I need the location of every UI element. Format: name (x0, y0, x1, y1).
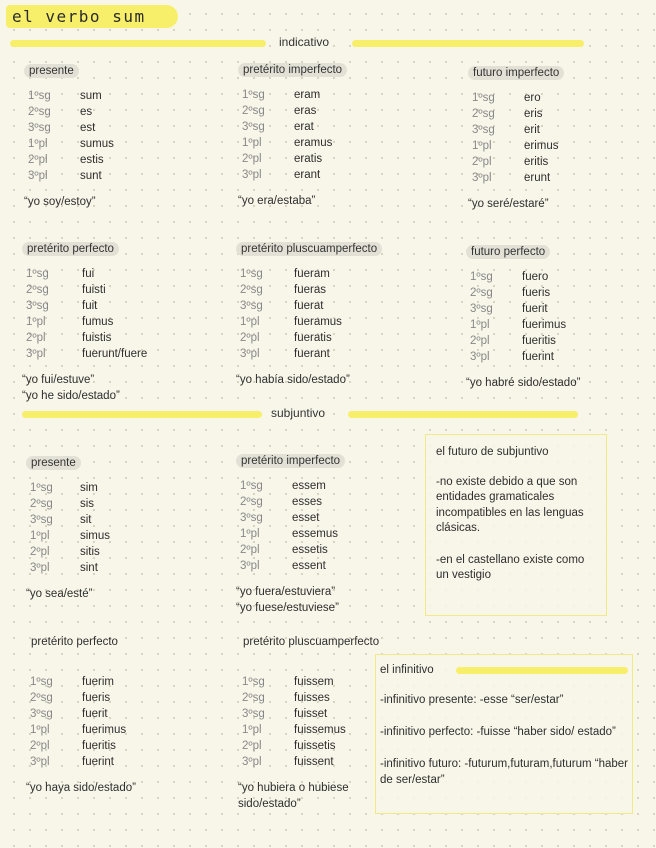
conjugation-row (242, 167, 422, 183)
verb-form: fuissetis (294, 740, 336, 752)
person-label: 2ºsg (242, 692, 265, 704)
ind-pret-pluscuamperfecto-block (236, 242, 436, 402)
translation: “yo sea/esté” (26, 588, 93, 600)
person-label: 1ºpl (30, 530, 50, 542)
conjugation-row (28, 168, 208, 184)
person-label: 1ºpl (240, 316, 260, 328)
translation: “yo habré sido/estado” (466, 377, 581, 389)
conjugation-row (240, 346, 420, 362)
verb-form: eram (294, 89, 321, 101)
verb-form: sit (80, 514, 92, 526)
conjugation-row (30, 706, 210, 722)
page-title: el verbo sum (6, 5, 178, 28)
conjugation-row (30, 674, 210, 690)
person-label: 3ºpl (30, 756, 50, 768)
verb-form: fuerint (522, 351, 554, 363)
translation: “yo era/estaba” (238, 195, 316, 207)
verb-form: erimus (524, 140, 559, 152)
verb-form: fuisses (294, 692, 330, 704)
translation: “yo fuese/estuviese” (236, 602, 339, 614)
person-label: 1ºpl (472, 140, 492, 152)
verb-form: fueram (294, 268, 330, 280)
conjugation-row (240, 542, 420, 558)
verb-form: fuit (82, 300, 98, 312)
subj-pret-imperfecto-block (236, 454, 436, 614)
conjugation-row (242, 135, 422, 151)
verb-form: fueramus (294, 316, 342, 328)
verb-form: fueratis (294, 332, 332, 344)
person-label: 3ºpl (240, 560, 260, 572)
ind-futuro-perfecto-block (466, 245, 656, 405)
conjugation-row (472, 154, 652, 170)
person-label: 1ºpl (242, 724, 262, 736)
tense-title: pretérito imperfecto (236, 454, 345, 468)
verb-form: fuerit (82, 708, 108, 720)
person-label: 2ºpl (242, 153, 262, 165)
verb-form: fueris (522, 287, 551, 299)
conjugation-row (472, 122, 652, 138)
person-label: 3ºsg (26, 300, 49, 312)
indicativo-divider-left (10, 40, 266, 47)
subj-presente-block (26, 456, 226, 616)
person-label: 2ºsg (242, 105, 265, 117)
verb-form: sint (80, 562, 98, 574)
verb-form: sim (80, 482, 98, 494)
verb-form: fuerant (294, 348, 330, 360)
subjuntivo-divider-left (22, 411, 262, 418)
verb-form: estis (80, 154, 104, 166)
verb-form: es (80, 106, 93, 118)
conjugation-row (472, 170, 652, 186)
conjugation-row (30, 528, 210, 544)
conjugation-row (240, 510, 420, 526)
person-label: 1ºsg (26, 268, 49, 280)
translation: “yo fui/estuve” (22, 374, 95, 386)
tense-title: futuro perfecto (466, 245, 550, 259)
verb-form: fuisset (294, 708, 328, 720)
verb-form: fueritis (82, 740, 116, 752)
verb-form: fuerim (82, 676, 114, 688)
verb-form: eras (294, 105, 317, 117)
conjugation-row (240, 282, 420, 298)
verb-form: erit (524, 124, 540, 136)
person-label: 3ºsg (470, 303, 493, 315)
person-label: 2ºsg (26, 284, 49, 296)
person-label: 1ºpl (30, 724, 50, 736)
conjugation-row (30, 754, 210, 770)
person-label: 3ºpl (28, 170, 48, 182)
conjugation-row (240, 314, 420, 330)
verb-form: eritis (524, 156, 549, 168)
ind-pret-perfecto-block (22, 242, 222, 402)
verb-form: eris (524, 108, 543, 120)
tense-title: pretérito imperfecto (238, 63, 347, 77)
person-label: 2ºsg (470, 287, 493, 299)
conjugation-row (240, 494, 420, 510)
verb-form: fueris (82, 692, 111, 704)
ind-presente-block (24, 64, 224, 224)
person-label: 2ºpl (470, 335, 490, 347)
tense-title: pretérito perfecto (22, 242, 119, 256)
tense-title: pretérito perfecto (31, 636, 118, 648)
person-label: 1ºsg (242, 676, 265, 688)
person-label: 3ºpl (470, 351, 490, 363)
person-label: 1ºpl (470, 319, 490, 331)
verb-form: fui (82, 268, 95, 280)
person-label: 1ºsg (472, 92, 495, 104)
infinitivo-note-title: el infinitivo (380, 664, 434, 676)
verb-form: fuerunt/fuere (82, 348, 148, 360)
person-label: 1ºpl (240, 528, 260, 540)
verb-form: fuisti (82, 284, 106, 296)
conjugation-row (26, 330, 206, 346)
conjugation-row (470, 269, 650, 285)
person-label: 1ºpl (242, 137, 262, 149)
verb-form: sitis (80, 546, 100, 558)
verb-form: fuistis (82, 332, 112, 344)
translation: “yo he sido/estado” (22, 390, 120, 402)
verb-form: fuerint (82, 756, 114, 768)
verb-form: ero (524, 92, 541, 104)
conjugation-row (28, 152, 208, 168)
ind-pret-imperfecto-block (238, 63, 438, 223)
conjugation-row (28, 136, 208, 152)
person-label: 2ºpl (28, 154, 48, 166)
person-label: 3ºsg (28, 122, 51, 134)
tense-title: presente (26, 456, 81, 470)
conjugation-row (240, 558, 420, 574)
verb-form: sum (80, 90, 102, 102)
translation: “yo haya sido/estado” (26, 782, 136, 794)
verb-form: fuerimus (82, 724, 127, 736)
conjugation-row (242, 87, 422, 103)
verb-form: essem (292, 480, 326, 492)
person-label: 3ºsg (30, 514, 53, 526)
person-label: 3ºpl (242, 169, 262, 181)
conjugation-row (240, 526, 420, 542)
conjugation-row (26, 282, 206, 298)
person-label: 3ºpl (240, 348, 260, 360)
person-label: 1ºsg (240, 480, 263, 492)
translation: “yo fuera/estuviera” (236, 586, 336, 598)
verb-form: fueras (294, 284, 326, 296)
futuro-subjuntivo-note-text-2: -en el castellano existe como un vestigio (436, 553, 585, 581)
verb-form: essemus (292, 528, 339, 540)
conjugation-row (242, 119, 422, 135)
verb-form: fueritis (522, 335, 556, 347)
person-label: 3ºpl (242, 756, 262, 768)
verb-form: sunt (80, 170, 102, 182)
verb-form: erant (294, 169, 321, 181)
infinitivo-futuro-text: -infinitivo futuro: -futurum,futuram,futurum “haber de ser/estar” (380, 758, 628, 786)
verb-form: fuero (522, 271, 549, 283)
futuro-subjuntivo-note-text-1: -no existe debido a que son entidades gramaticales incompatibles en las lenguas clásicas. (436, 475, 584, 534)
person-label: 2ºpl (242, 740, 262, 752)
person-label: 2ºsg (472, 108, 495, 120)
verb-form: simus (80, 530, 111, 542)
conjugation-row (242, 151, 422, 167)
verb-form: erat (294, 121, 314, 133)
person-label: 1ºpl (28, 138, 48, 150)
person-label: 2ºsg (30, 692, 53, 704)
conjugation-row (240, 266, 420, 282)
conjugation-row (472, 90, 652, 106)
verb-form: eratis (294, 153, 323, 165)
verb-form: esses (292, 496, 323, 508)
verb-form: eramus (294, 137, 333, 149)
person-label: 2ºsg (240, 496, 263, 508)
conjugation-row (30, 496, 210, 512)
person-label: 2ºpl (472, 156, 492, 168)
conjugation-row (28, 104, 208, 120)
person-label: 3ºsg (240, 512, 263, 524)
conjugation-row (30, 738, 210, 754)
ind-futuro-imperfecto-block (468, 66, 656, 226)
person-label: 2ºpl (240, 544, 260, 556)
verb-form: fuerimus (522, 319, 567, 331)
verb-form: fuissent (294, 756, 334, 768)
person-label: 3ºsg (472, 124, 495, 136)
conjugation-row (26, 346, 206, 362)
verb-form: esset (292, 512, 320, 524)
verb-form: fuerat (294, 300, 324, 312)
conjugation-row (240, 298, 420, 314)
translation: “yo hubiera o hubiese (238, 782, 349, 794)
tense-title: futuro imperfecto (468, 66, 564, 80)
person-label: 1ºsg (28, 90, 51, 102)
verb-form: fuissemus (294, 724, 346, 736)
conjugation-row (470, 285, 650, 301)
person-label: 3ºpl (30, 562, 50, 574)
conjugation-row (470, 333, 650, 349)
person-label: 1ºsg (470, 271, 493, 283)
person-label: 2ºsg (240, 284, 263, 296)
conjugation-row (30, 512, 210, 528)
person-label: 3ºpl (26, 348, 46, 360)
subj-pret-perfecto-block (26, 636, 226, 796)
conjugation-row (240, 478, 420, 494)
conjugation-row (470, 317, 650, 333)
person-label: 2ºpl (26, 332, 46, 344)
person-label: 3ºsg (30, 708, 53, 720)
verb-form: fuerit (522, 303, 548, 315)
verb-form: essent (292, 560, 326, 572)
subjuntivo-heading: subjuntivo (268, 406, 328, 420)
conjugation-row (30, 544, 210, 560)
tense-title: pretérito pluscuamperfecto (236, 242, 382, 256)
infinitivo-note (375, 654, 633, 814)
verb-form: fuissem (294, 676, 334, 688)
conjugation-row (472, 106, 652, 122)
conjugation-row (30, 480, 210, 496)
person-label: 1ºsg (30, 482, 53, 494)
infinitivo-presente-text: -infinitivo presente: -esse “ser/estar” (380, 694, 564, 706)
infinitivo-note-underline (456, 667, 628, 674)
futuro-subjuntivo-note-title: el futuro de subjuntivo (436, 446, 549, 458)
conjugation-row (30, 560, 210, 576)
person-label: 3ºsg (242, 708, 265, 720)
person-label: 1ºsg (242, 89, 265, 101)
conjugation-row (242, 103, 422, 119)
translation: “yo soy/estoy” (24, 196, 96, 208)
person-label: 2ºpl (240, 332, 260, 344)
conjugation-row (30, 690, 210, 706)
verb-form: erunt (524, 172, 551, 184)
conjugation-row (470, 349, 650, 365)
verb-form: fumus (82, 316, 114, 328)
person-label: 3ºsg (242, 121, 265, 133)
person-label: 3ºpl (472, 172, 492, 184)
infinitivo-perfecto-text: -infinitivo perfecto: -fuisse “haber sido/ estado” (380, 725, 616, 738)
person-label: 2ºsg (30, 498, 53, 510)
verb-form: sumus (80, 138, 114, 150)
conjugation-row (26, 314, 206, 330)
verb-form: est (80, 122, 96, 134)
person-label: 3ºsg (240, 300, 263, 312)
conjugation-row (28, 88, 208, 104)
person-label: 1ºsg (240, 268, 263, 280)
conjugation-row (472, 138, 652, 154)
translation: “yo había sido/estado” (236, 374, 350, 386)
indicativo-divider-right (352, 40, 584, 47)
translation: sido/estado” (238, 798, 301, 810)
tense-title: presente (24, 64, 79, 78)
person-label: 1ºsg (30, 676, 53, 688)
conjugation-row (26, 298, 206, 314)
conjugation-row (470, 301, 650, 317)
person-label: 2ºsg (28, 106, 51, 118)
person-label: 2ºpl (30, 546, 50, 558)
tense-title: pretérito pluscuamperfecto (243, 636, 380, 648)
translation: “yo seré/estaré” (468, 198, 549, 210)
conjugation-row (30, 722, 210, 738)
futuro-subjuntivo-note (425, 434, 607, 616)
conjugation-row (240, 330, 420, 346)
subjuntivo-divider-right (348, 411, 578, 418)
verb-form: sis (80, 498, 95, 510)
verb-form: essetis (292, 544, 328, 556)
conjugation-row (28, 120, 208, 136)
person-label: 1ºpl (26, 316, 46, 328)
person-label: 2ºpl (30, 740, 50, 752)
conjugation-row (26, 266, 206, 282)
indicativo-heading: indicativo (276, 35, 332, 49)
